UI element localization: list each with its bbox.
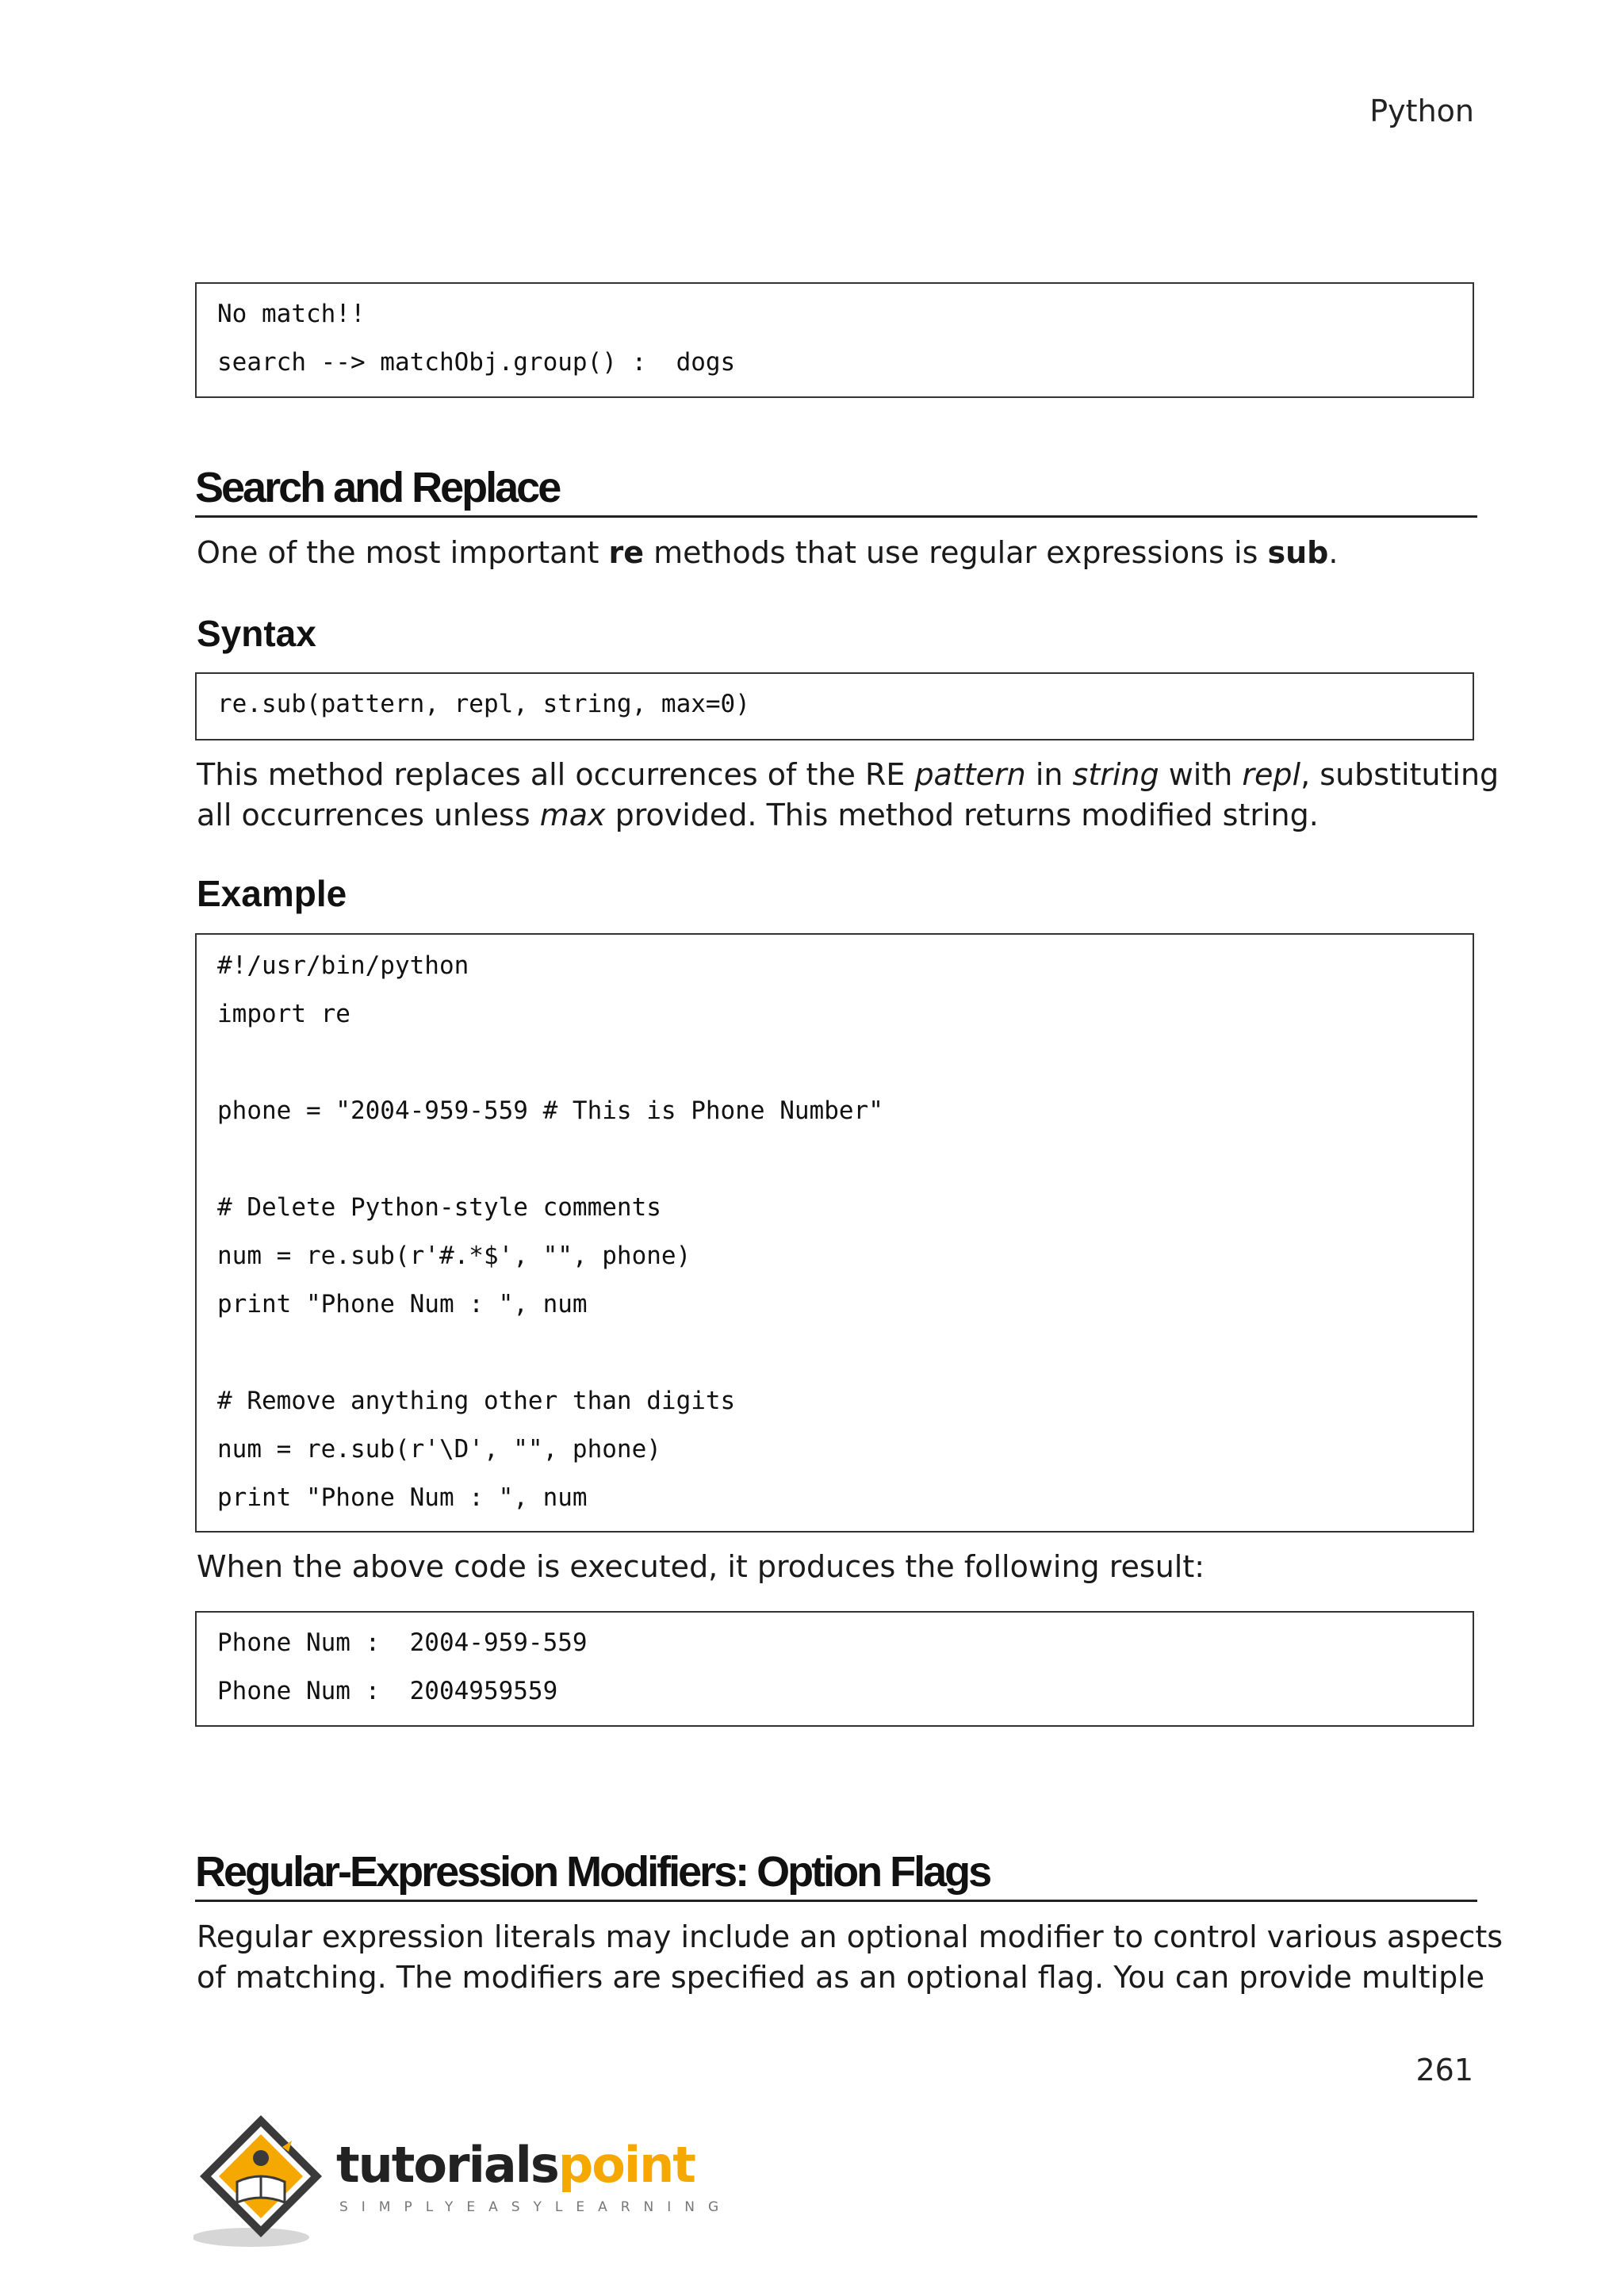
description-paragraph [197,755,1500,836]
paragraph-line: Regular expression literals may include an optional modifier to control various aspects [197,1919,1503,1954]
code-line: Phone Num : 2004959559 [217,1677,558,1705]
intro-paragraph [197,533,1475,573]
code-line: print "Phone Num : ", num [217,1290,588,1318]
intro-text: One of the most important [197,535,609,570]
code-line: # Remove anything other than digits [217,1387,736,1415]
logo-word-tutorials: tutorials [336,2136,558,2194]
result-intro: When the above code is executed, it produces the following result: [197,1549,1205,1584]
desc-string: string [1072,757,1159,792]
page-number: 261 [1415,2053,1473,2087]
desc-text: This method replaces all occurrences of the RE [197,757,915,792]
code-line: num = re.sub(r'\D', "", phone) [217,1435,661,1464]
result-output-box [195,1611,1474,1727]
code-line: No match!! [217,300,366,328]
code-line: # Delete Python-style comments [217,1193,661,1222]
code-line: #!/usr/bin/python [217,951,469,980]
logo-word-point: point [557,2136,695,2194]
desc-text: provided. This method returns modified string. [605,798,1319,832]
description-line [197,755,1500,795]
description-line [197,795,1475,836]
section-title-option-flags: Regular-Expression Modifiers: Option Flags [195,1848,990,1896]
logo-wordmark [336,2136,695,2194]
section-title-search-replace: Search and Replace [195,464,560,511]
intro-text: . [1328,535,1339,570]
section-divider [195,515,1477,518]
tutorialspoint-logo [193,2109,733,2252]
code-line: re.sub(pattern, repl, string, max=0) [217,690,750,718]
syntax-heading: Syntax [197,613,316,654]
desc-max: max [539,798,606,832]
code-line: Phone Num : 2004-959-559 [217,1628,588,1657]
code-line: import re [217,1000,350,1028]
sub-keyword: sub [1267,535,1329,570]
re-keyword: re [608,535,644,570]
syntax-code-box [195,672,1474,740]
prev-output-box [195,282,1474,398]
desc-pattern: pattern [914,757,1026,792]
logo-tagline: SIMPLYEASYLEARNING [339,2199,733,2215]
code-line: search --> matchObj.group() : dogs [217,348,736,377]
paragraph-line: of matching. The modifiers are specified as an optional flag. You can provide multiple [197,1960,1485,1995]
desc-text: , substituting [1300,757,1500,792]
desc-text: with [1159,757,1243,792]
example-code-box [195,933,1474,1533]
desc-repl: repl [1242,757,1301,792]
option-flags-paragraph [197,1917,1503,1998]
intro-text: methods that use regular expressions is [643,535,1268,570]
desc-text: in [1025,757,1073,792]
code-line: print "Phone Num : ", num [217,1483,588,1512]
logo-emblem-icon [193,2109,352,2252]
code-line: phone = "2004-959-559 # This is Phone Number" [217,1096,883,1125]
running-header: Python [1369,94,1474,128]
section-divider [195,1900,1477,1902]
code-line: num = re.sub(r'#.*$', "", phone) [217,1242,691,1270]
example-heading: Example [197,873,347,914]
desc-text: all occurrences unless [197,798,540,832]
